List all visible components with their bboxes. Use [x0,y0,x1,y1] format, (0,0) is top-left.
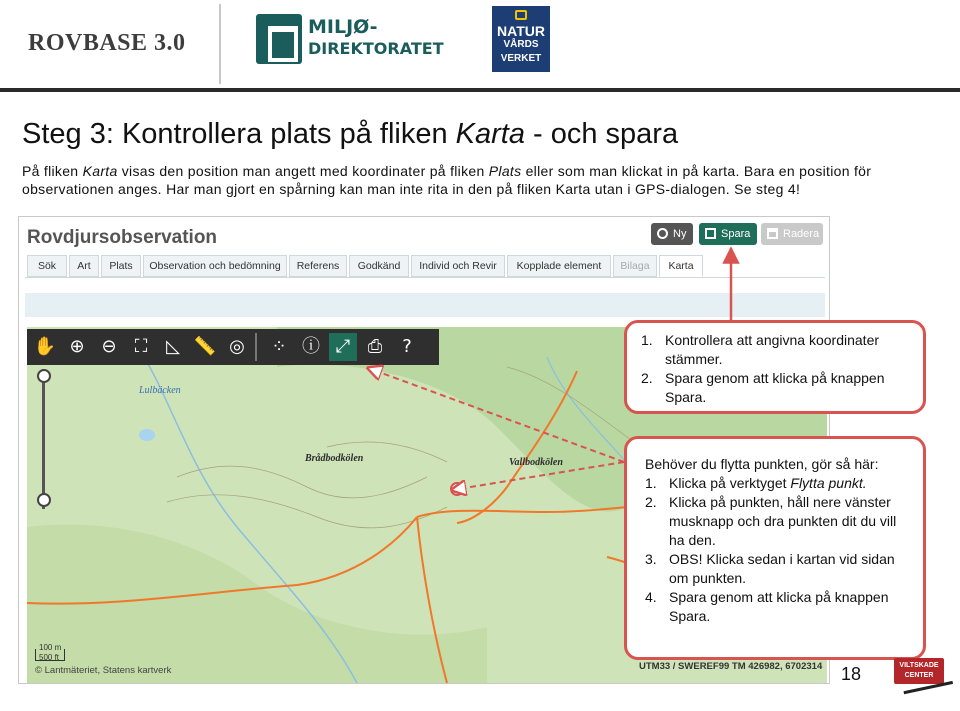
slide-title: Steg 3: Kontrollera plats på fliken Karta - och spara [22,118,679,150]
map-copyright: © Lantmäteriet, Statens kartverk [35,665,172,676]
viltskadecenter-badge: VILTSKADE CENTER [894,658,944,684]
callout2-list [645,474,913,626]
tab-kopplade[interactable]: Kopplade element [507,255,611,277]
info-icon[interactable]: ⓘ [302,336,320,357]
measure-angle-icon[interactable]: ◺ [166,336,180,357]
naturvardsverket-line3: VERKET [500,53,542,64]
list-item: 4. Spara genom att klicka på knappen Spara. [645,589,889,624]
miljodirektoratet-line1: MILJØ- [308,16,378,38]
intro-paragraph: På fliken Karta visas den position man angett med koordinater på fliken Plats eller som man klickat in på karta. Bara en position för observationen anges. Har man gjort en spårning kan man inte rita in den på fliken Karta utan i GPS-dialogen. Se steg 4! [22,163,872,197]
move-point-icon[interactable]: ⤢ [329,333,357,361]
ny-button[interactable]: Ny [651,223,693,245]
tab-individ[interactable]: Individ och Revir [411,255,505,277]
radera-button[interactable]: Radera [761,223,823,245]
miljodirektoratet-line2: DIREKTORATET [308,39,444,58]
coordinate-readout: UTM33 / SWEREF99 TM 426982, 6702314 [639,661,823,672]
hand-icon[interactable]: ✋ [33,336,57,357]
locate-icon[interactable]: ◎ [229,336,245,357]
list-item: 1. Kontrollera att angivna koordinater stämmer. [641,332,880,367]
zoom-extent-icon[interactable]: ⛶ [134,336,148,357]
callout1-list [641,331,913,407]
place-label-lulbacken: Lulbäcken [139,385,181,396]
tab-bilaga[interactable]: Bilaga [613,255,657,277]
place-label-vallbodkolen: Vallbodkölen [509,457,563,468]
naturvardsverket-line1: NATUR [497,23,545,39]
map-scale: 100 m 500 ft [35,645,75,663]
tab-karta[interactable]: Karta [659,255,703,277]
help-icon[interactable]: ? [402,336,412,357]
list-item: 2. Klicka på punkten, håll nere vänster musknapp och dra punkten dit du vill ha den. [645,494,897,548]
page-number: 18 [841,664,862,684]
tab-godkand[interactable]: Godkänd [349,255,409,277]
spara-button[interactable]: Spara [699,223,757,245]
tab-observation[interactable]: Observation och bedömning [143,255,287,277]
rovbase-logo: ROVBASE 3.0 [28,30,186,56]
info-points-icon[interactable]: ⁘ [271,336,287,357]
print-icon[interactable]: ⎙ [367,336,383,357]
naturvardsverket-line2: VÅRDS [503,39,539,50]
viltskadecenter-logo [892,656,958,708]
tab-plats[interactable]: Plats [101,255,141,277]
arrow-to-move-tool [368,368,624,462]
arrow-to-point [452,462,624,490]
zoom-out-icon[interactable]: ⊖ [101,336,117,357]
place-label-bradbodkolen: Brådbodkölen [305,453,364,464]
list-item: 2. Spara genom att klicka på knappen Spara. [641,370,885,405]
zoom-in-icon[interactable]: ⊕ [69,336,85,357]
ruler-icon[interactable]: 📏 [193,336,217,357]
callout-flytta-punkt [624,436,926,660]
list-item: 1. Klicka på verktyget Flytta punkt. [645,475,867,491]
tab-sok[interactable]: Sök [27,255,67,277]
callout-kontrollera [624,320,926,414]
callout2-intro: Behöver du flytta punkten, gör så här: [645,456,879,472]
tab-art[interactable]: Art [69,255,99,277]
tab-referens[interactable]: Referens [289,255,347,277]
app-title: Rovdjursobservation [27,227,218,248]
list-item: 3. OBS! Klicka sedan i kartan vid sidan om punkten. [645,551,895,586]
